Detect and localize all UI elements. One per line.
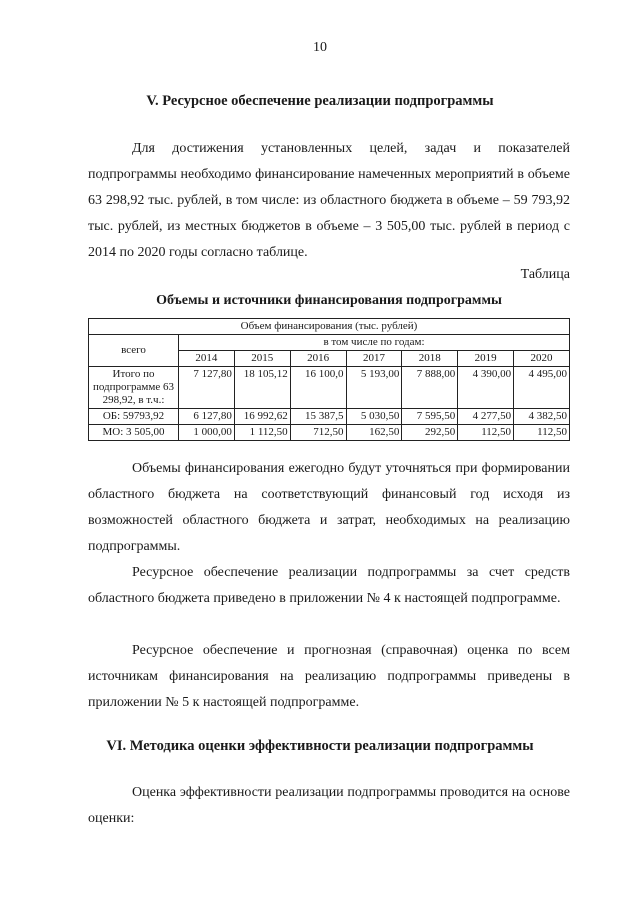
page-number: 10 [313, 40, 327, 55]
table-cell: 4 277,50 [458, 409, 514, 425]
table-cell: 7 127,80 [179, 367, 235, 409]
table-cell: 18 105,12 [234, 367, 290, 409]
financing-table [88, 318, 570, 441]
year-header: 2016 [290, 351, 346, 367]
row-label: МО: 3 505,00 [89, 425, 179, 441]
appendix-4-paragraph: Ресурсное обеспечение реализации подпрограммы за счет средств областного бюджета приведено в приложении № 4 к настоящей подпрограмме. [88, 565, 570, 606]
table-title: Объемы и источники финансирования подпрограммы [156, 293, 502, 308]
table-cell: 1 112,50 [234, 425, 290, 441]
table-row [89, 367, 570, 409]
appendix-5-paragraph: Ресурсное обеспечение и прогнозная (справочная) оценка по всем источникам финансирования на реализацию подпрограммы приведены в приложении № 5 к настоящей подпрограмме. [88, 643, 570, 710]
table-cell: 112,50 [458, 425, 514, 441]
section-5-intro-paragraph: Для достижения установленных целей, задач и показателей подпрограммы необходимо финансирование намеченных мероприятий в объеме 63 298,92 тыс. рублей, в том числе: из областного бюджета в объеме – 59 793,92 тыс. рублей, из местных бюджетов в объеме – 3 505,00 тыс. рублей в период с 2014 по 2020 годы согласно таблице. [88, 141, 570, 260]
table-cell: 292,50 [402, 425, 458, 441]
table-cell: 4 390,00 [458, 367, 514, 409]
table-cell: 4 382,50 [514, 409, 570, 425]
table-top-header: Объем финансирования (тыс. рублей) [89, 319, 570, 335]
table-cell: 5 030,50 [346, 409, 402, 425]
year-header: 2020 [514, 351, 570, 367]
table-cell: 15 387,5 [290, 409, 346, 425]
year-header: 2015 [234, 351, 290, 367]
table-cell: 6 127,80 [179, 409, 235, 425]
table-cell: 1 000,00 [179, 425, 235, 441]
table-cell: 5 193,00 [346, 367, 402, 409]
table-cell: 7 888,00 [402, 367, 458, 409]
row-label: ОБ: 59793,92 [89, 409, 179, 425]
section-6-paragraph: Оценка эффективности реализации подпрограммы проводится на основе оценки: [88, 785, 570, 826]
table-cell: 112,50 [514, 425, 570, 441]
table-row [89, 425, 570, 441]
table-cell: 712,50 [290, 425, 346, 441]
year-header: 2019 [458, 351, 514, 367]
table-header-row [89, 319, 570, 335]
table-cell: 4 495,00 [514, 367, 570, 409]
year-header: 2017 [346, 351, 402, 367]
table-cell: 16 992,62 [234, 409, 290, 425]
table-cell: 16 100,0 [290, 367, 346, 409]
table-cell: 162,50 [346, 425, 402, 441]
section-6-heading: VI. Методика оценки эффективности реализации подпрограммы [106, 738, 534, 754]
funding-update-paragraph: Объемы финансирования ежегодно будут уточняться при формировании областного бюджета на соответствующий финансовый год исходя из возможностей областного бюджета и затрат, необходимых на реализацию подпрограммы. [88, 461, 570, 554]
row-label: Итого по подпрограмме 63 298,92, в т.ч.: [89, 367, 179, 409]
table-header-row [89, 335, 570, 351]
total-column-header: всего [89, 335, 179, 367]
table-row [89, 409, 570, 425]
year-header: 2018 [402, 351, 458, 367]
table-label: Таблица [520, 267, 570, 282]
years-group-header: в том числе по годам: [179, 335, 570, 351]
year-header: 2014 [179, 351, 235, 367]
table-cell: 7 595,50 [402, 409, 458, 425]
section-5-heading: V. Ресурсное обеспечение реализации подпрограммы [146, 93, 494, 109]
